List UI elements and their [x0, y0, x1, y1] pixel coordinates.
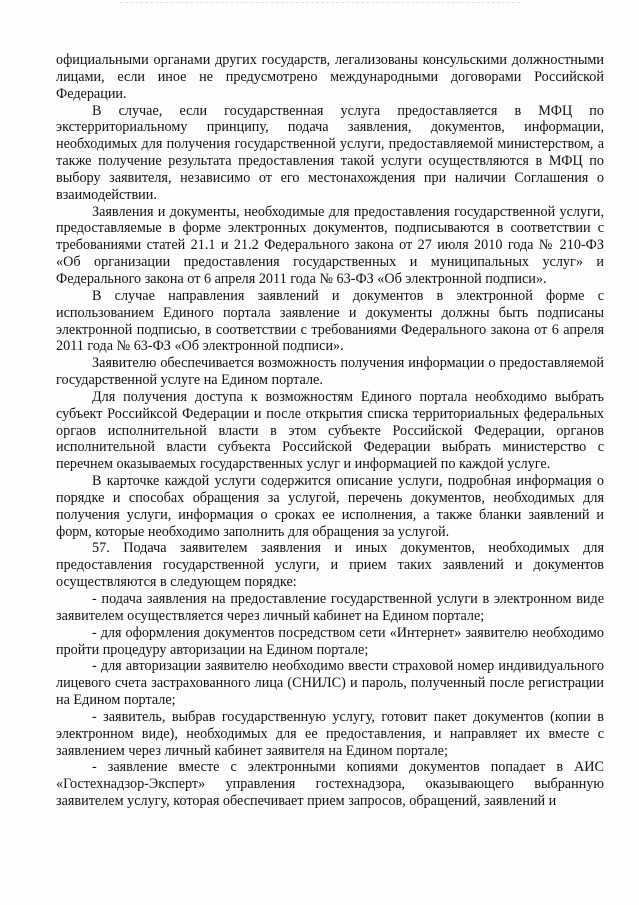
list-item-ais-processing: - заявление вместе с электронными копиями документов попадает в АИС «Гостехнадзор-Эксперт» управления гостехнадзора, оказывающего выбранную заявителем услугу, которая обеспечивает прием запросов, обращений, заявлений и: [56, 759, 604, 810]
list-item-snils: - для авторизации заявителю необходимо ввести страховой номер индивидуального лицевого счета застрахованного лица (СНИЛС) и пароль, полученный после регистрации на Едином портале;: [56, 658, 604, 709]
scan-edge-artifact: [120, 2, 520, 7]
list-item-submission: - подача заявления на предоставление государственной услуги в электронном виде заявителем осуществляется через личный кабинет на Едином портале;: [56, 591, 604, 624]
document-body: [56, 52, 604, 810]
paragraph-unified-portal-signing: В случае направления заявлений и документов в электронной форме с использованием Единого портала заявление и документы должны быть подписаны электронной подписью, в соответствии с требованиями Федерального закона от 6 апреля 2011 года № 63-ФЗ «Об электронной подписи».: [56, 287, 604, 355]
paragraph-continuation: официальными органами других государств, легализованы консульскими должностными лицами, если иное не предусмотрено международными договорами Российской Федерации.: [56, 52, 604, 102]
paragraph-portal-information: Заявителю обеспечивается возможность получения информации о предоставляемой государственной услуге на Едином портале.: [56, 355, 604, 389]
paragraph-mfc-exterritorial: В случае, если государственная услуга предоставляется в МФЦ по экстерриториальному принципу, подача заявления, документов, информации, необходимых для получения государственной услуги, предоставляемой министерством, а также получение результата предоставления такой услуги осуществляются в МФЦ по выбору заявителя, независимо от его местонахождения при наличии Соглашения о взаимодействии.: [56, 102, 604, 203]
paragraph-portal-access: Для получения доступа к возможностям Единого портала необходимо выбрать субъект Российксой Федерации и после открытия списка территориальных федеральных оргаов исполнительной власти в этом субъекте Российской Федерации, органов исполнительной власти субъекта Российской Федерации выбрать министерство с перечнем оказываемых государственных услуг и информацией по каждой услуге.: [56, 388, 604, 473]
list-item-authorization: - для оформления документов посредством сети «Интернет» заявителю необходимо пройти процедуру авторизации на Едином портале;: [56, 624, 604, 658]
list-item-document-package: - заявитель, выбрав государственную услугу, готовит пакет документов (копии в электронном виде), необходимых для ее предоставления, и направляет их вместе с заявлением через личный кабинет заявителя на Едином портале;: [56, 708, 604, 759]
paragraph-item-57: 57. Подача заявителем заявления и иных документов, необходимых для предоставления государственной услуги, и прием таких заявлений и документов осуществляются в следующем порядке:: [56, 540, 604, 591]
paragraph-service-card: В карточке каждой услуги содержится описание услуги, подробная информация о порядке и способах обращения за услугой, перечень документов, необходимых для получения услуги, информация о сроках ее исполнения, а также бланки заявлений и форм, которые необходимо заполнить для обращения за услугой.: [56, 473, 604, 540]
paragraph-electronic-signature: Заявления и документы, необходимые для предоставления государственной услуги, предоставляемые в форме электронных документов, подписываются в соответствии с требованиями статей 21.1 и 21.2 Федерального закона от 27 июля 2010 года № 210-ФЗ «Об организации предоставления государственных и муниципальных услуг» и Федерального закона от 6 апреля 2011 года № 63-ФЗ «Об электронной подписи».: [56, 203, 604, 287]
